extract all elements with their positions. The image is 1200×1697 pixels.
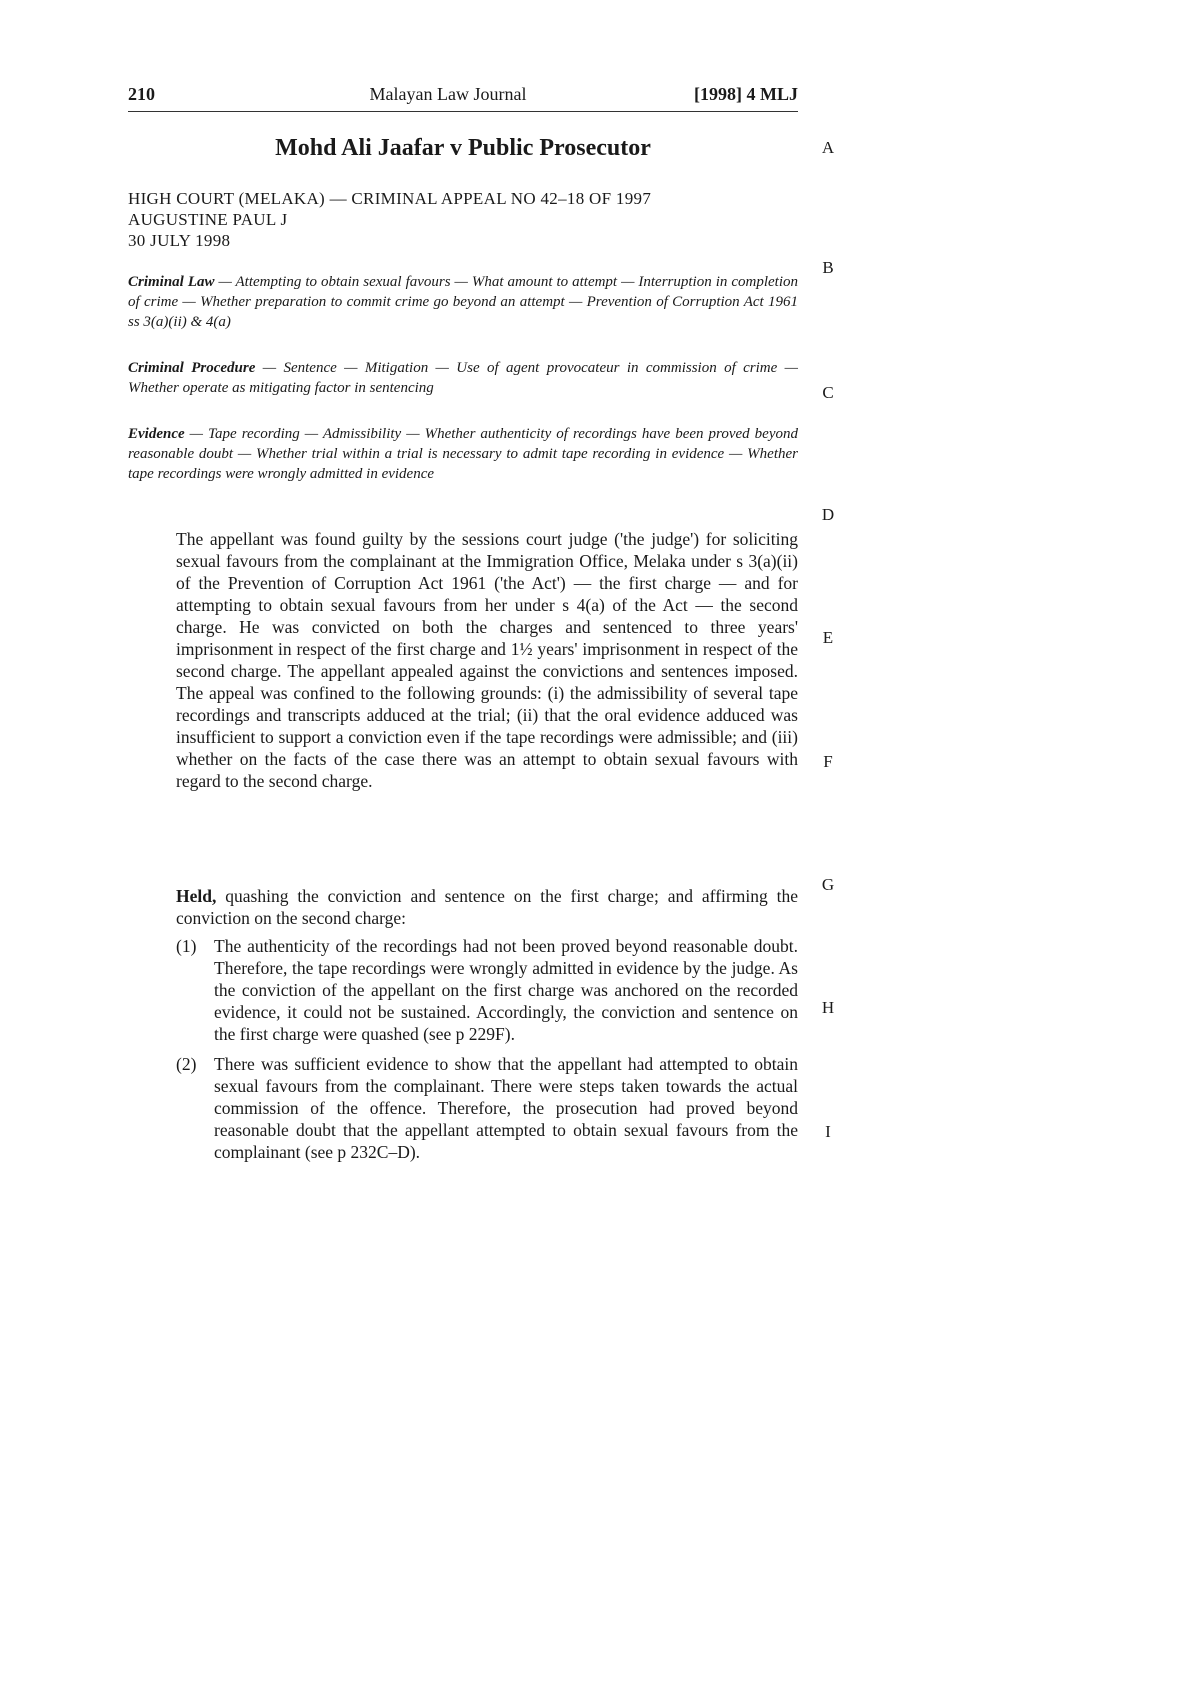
catchword-text: — Tape recording — Admissibility — Whether authenticity of recordings have been proved beyond reasonable doubt — Whether trial within a trial is necessary to admit tape recording in evidence — Whether tape recordings were wrongly admitted in evidence xyxy=(128,426,798,482)
court-info xyxy=(128,188,798,251)
catchword-criminal-procedure xyxy=(128,358,798,398)
page-number: 210 xyxy=(128,84,155,104)
journal-name: Malayan Law Journal xyxy=(369,84,527,104)
held-list xyxy=(176,935,798,1171)
held-intro xyxy=(176,885,798,929)
margin-letter-i: I xyxy=(825,1122,831,1141)
margin-letter-c: C xyxy=(822,383,834,402)
held-item xyxy=(176,935,798,1045)
summary-paragraph: The appellant was found guilty by the sessions court judge ('the judge') for soliciting sexual favours from the complainant at the Immigration Office, Melaka under s 3(a)(ii) of the Prevention of Corruption Act 1961 ('the Act') — the first charge — and for attempting to obtain sexual favours from her under s 4(a) of the Act — the second charge. He was convicted on both the charges and sentenced to three years' imprisonment in respect of the first charge and 1½ years' imprisonment in respect of the second charge. The appellant appealed against the convictions and sentences imposed. The appeal was confined to the following grounds: (i) the admissibility of several tape recordings and transcripts adduced at the trial; (ii) that the oral evidence adduced was insufficient to support a conviction even if the tape recordings were admissible; and (iii) whether on the facts of the case there was an attempt to obtain sexual favours with regard to the second charge. xyxy=(176,529,798,791)
case-summary xyxy=(176,528,798,792)
journal-citation: [1998] 4 MLJ xyxy=(694,84,798,104)
catchword-category: Evidence xyxy=(128,426,185,442)
judge-name: AUGUSTINE PAUL J xyxy=(128,210,288,229)
header-rule xyxy=(128,111,798,112)
held-item-text: The authenticity of the recordings had not been proved beyond reasonable doubt. Therefore, the tape recordings were wrongly admitted in evidence by the judge. As the conviction of the appellant on the first charge was anchored on the recorded evidence, it could not be sustained. Accordingly, the conviction and sentence on the first charge were quashed (see p 229F). xyxy=(214,936,798,1044)
margin-letter-b: B xyxy=(822,258,834,277)
margin-letter-g: G xyxy=(821,875,835,894)
held-item xyxy=(176,1053,798,1163)
margin-letter-d: D xyxy=(821,505,835,524)
catchword-category: Criminal Law xyxy=(128,274,215,290)
catchword-criminal-law xyxy=(128,272,798,332)
held-intro-text: quashing the conviction and sentence on the first charge; and affirming the conviction on the second charge: xyxy=(176,886,798,928)
held-item-number: (2) xyxy=(176,1054,197,1074)
judgment-date: 30 JULY 1998 xyxy=(128,231,231,250)
held-item-text: There was sufficient evidence to show that the appellant had attempted to obtain sexual favours from the complainant. There were steps taken towards the actual commission of the offence. Therefore, the prosecution had proved beyond reasonable doubt that the appellant attempted to obtain sexual favours from the complainant (see p 232C–D). xyxy=(214,1054,798,1162)
catchword-category: Criminal Procedure xyxy=(128,360,256,376)
case-title: Mohd Ali Jaafar v Public Prosecutor xyxy=(275,135,651,161)
catchword-text: — Sentence — Mitigation — Use of agent provocateur in commission of crime — Whether operate as mitigating factor in sentencing xyxy=(128,360,798,396)
held-item-number: (1) xyxy=(176,936,197,956)
held-label: Held, xyxy=(176,886,217,906)
margin-letter-h: H xyxy=(821,998,835,1017)
catchword-evidence xyxy=(128,424,798,484)
court-line: HIGH COURT (MELAKA) — CRIMINAL APPEAL NO 42–18 OF 1997 xyxy=(128,189,652,208)
margin-letter-e: E xyxy=(822,628,834,647)
catchword-text: — Attempting to obtain sexual favours — What amount to attempt — Interruption in completion of crime — Whether preparation to commit crime go beyond an attempt — Prevention of Corruption Act 1961 ss 3(a)(ii) & 4(a) xyxy=(128,274,798,330)
running-header xyxy=(128,84,798,114)
margin-letter-f: F xyxy=(823,752,833,771)
margin-letter-a: A xyxy=(821,138,835,157)
